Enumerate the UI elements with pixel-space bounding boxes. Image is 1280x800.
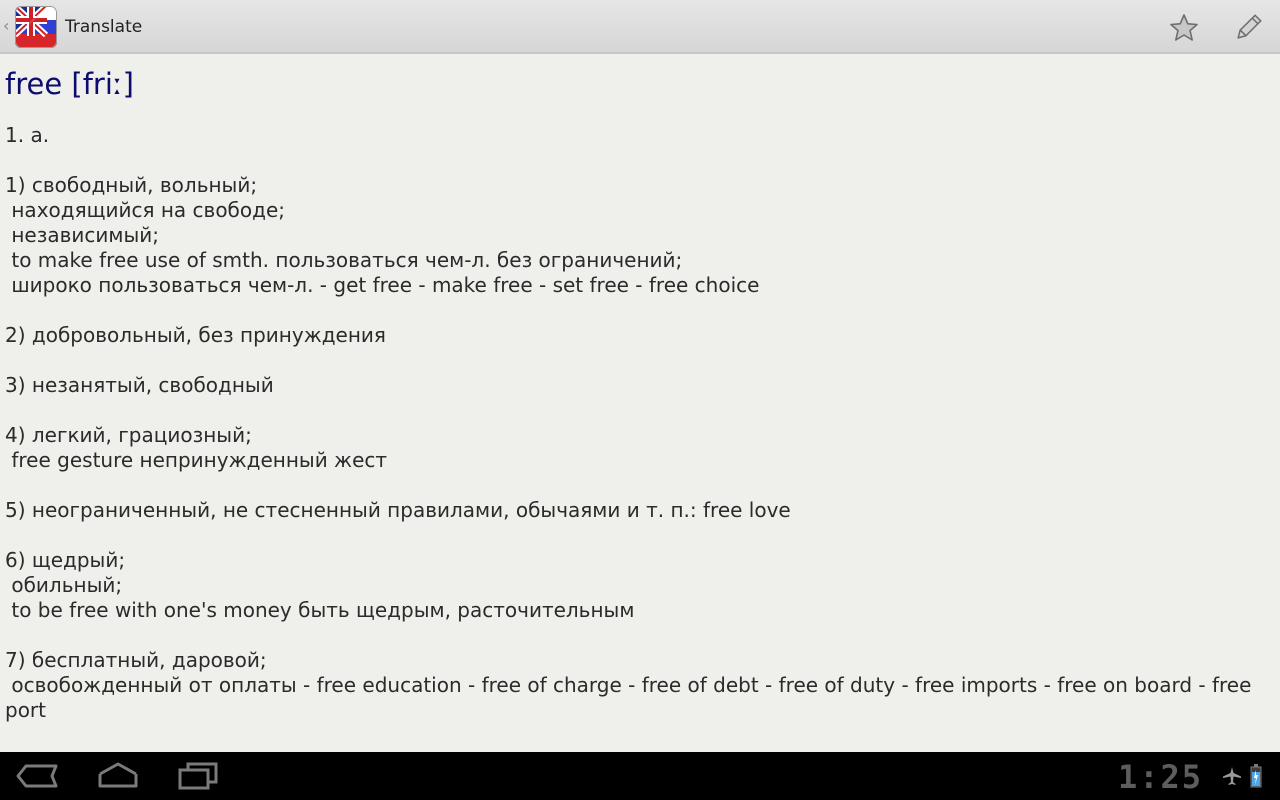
entry-line: 4) легкий, грациозный; xyxy=(5,423,252,447)
app-title: Translate xyxy=(65,17,143,37)
home-icon[interactable] xyxy=(88,760,148,792)
system-navigation-bar xyxy=(0,752,1280,800)
entry-line xyxy=(5,473,1267,498)
up-caret-icon[interactable]: ‹ xyxy=(3,16,10,35)
dictionary-entry-view[interactable] xyxy=(0,56,1280,751)
entry-line xyxy=(5,523,1267,548)
status-clock[interactable]: 1:25 xyxy=(1118,758,1204,796)
entry-line: широко пользоваться чем-л. - get free - make free - set free - free choice xyxy=(5,273,760,297)
entry-line: to be free with one's money быть щедрым, расточительным xyxy=(5,598,635,622)
entry-line: free gesture непринужденный жест xyxy=(5,448,388,472)
recent-apps-icon[interactable] xyxy=(168,760,228,792)
airplane-mode-icon[interactable] xyxy=(1222,766,1242,790)
entry-line xyxy=(5,623,1267,648)
entry-line: находящийся на свободе; xyxy=(5,198,285,222)
battery-icon[interactable] xyxy=(1250,764,1262,792)
headword: free [friː] xyxy=(5,67,134,101)
entry-line: 3) незанятый, свободный xyxy=(5,373,274,397)
entry-line: to make free use of smth. пользоваться чем-л. без ограничений; xyxy=(5,248,683,272)
entry-line xyxy=(5,398,1267,423)
entry-line: 1) свободный, вольный; xyxy=(5,173,258,197)
bookmark-star-icon[interactable] xyxy=(1164,8,1204,48)
entry-line: освобожденный от оплаты - free education - free of charge - free of debt - free of duty - free imports - free on board - free port xyxy=(5,673,1258,722)
entry-line: 5) неограниченный, не стесненный правилами, обычаями и т. п.: free love xyxy=(5,498,791,522)
entry-line xyxy=(5,348,1267,373)
entry-body xyxy=(5,123,1267,723)
entry-line xyxy=(5,298,1267,323)
entry-line: независимый; xyxy=(5,223,160,247)
entry-line xyxy=(5,148,1267,173)
back-icon[interactable] xyxy=(8,760,68,792)
entry-line: 6) щедрый; xyxy=(5,548,126,572)
action-bar xyxy=(0,0,1280,54)
edit-pencil-icon[interactable] xyxy=(1228,8,1268,48)
flag-uk-ru-icon[interactable] xyxy=(15,6,57,48)
entry-line: обильный; xyxy=(5,573,123,597)
entry-line: 2) добровольный, без принуждения xyxy=(5,323,386,347)
entry-line: 7) бесплатный, даровой; xyxy=(5,648,267,672)
entry-line: 1. a. xyxy=(5,123,50,147)
